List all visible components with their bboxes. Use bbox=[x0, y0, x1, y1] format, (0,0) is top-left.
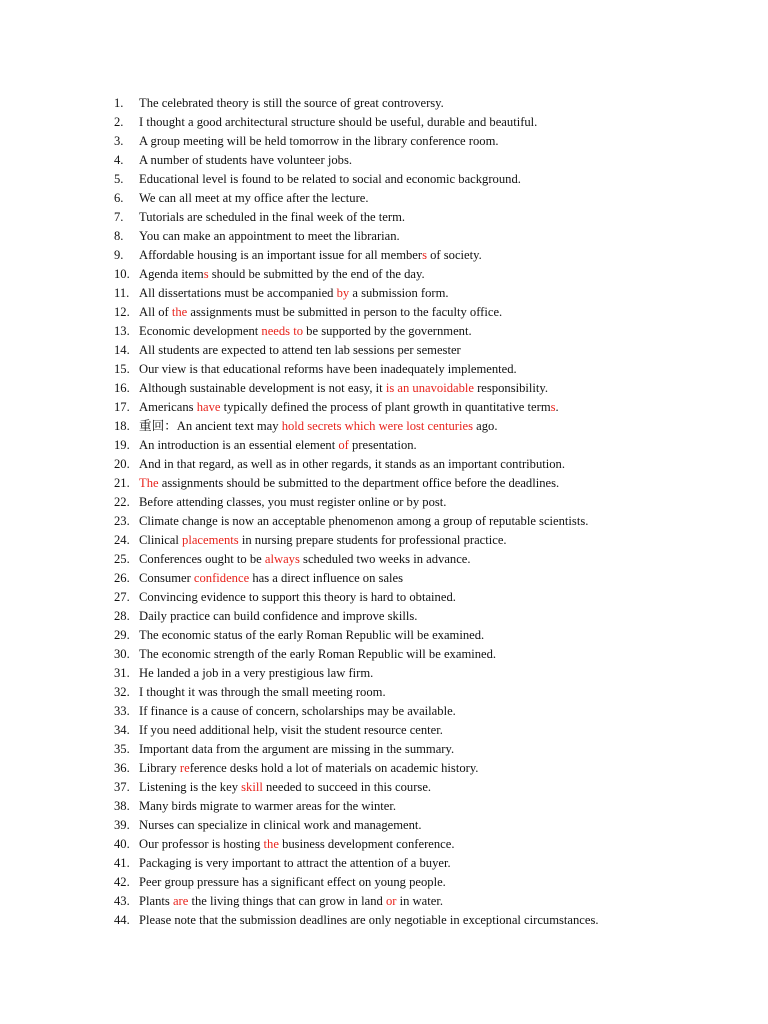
sentence-segment: An introduction is an essential element bbox=[139, 438, 339, 452]
sentence-number: 39. bbox=[114, 818, 130, 832]
sentence-segment: Before attending classes, you must register online or by post. bbox=[139, 495, 447, 509]
highlighted-text: placements bbox=[182, 533, 239, 547]
sentence-item bbox=[114, 816, 754, 835]
sentence-segment: Our professor is hosting bbox=[139, 837, 264, 851]
highlighted-text: s bbox=[203, 267, 209, 281]
sentence-number: 19. bbox=[114, 438, 130, 452]
sentence-number: 18. bbox=[114, 419, 130, 433]
sentence-text bbox=[139, 474, 559, 493]
sentence-item bbox=[114, 379, 754, 398]
sentence-number: 2. bbox=[114, 115, 124, 129]
sentence-text bbox=[139, 455, 565, 474]
sentence-number: 37. bbox=[114, 780, 130, 794]
highlighted-text: re bbox=[179, 761, 190, 775]
sentence-text bbox=[139, 645, 496, 664]
sentence-text bbox=[139, 683, 386, 702]
sentence-text bbox=[139, 892, 443, 911]
sentence-text bbox=[139, 265, 425, 284]
sentence-item bbox=[114, 227, 754, 246]
sentence-number: 8. bbox=[114, 229, 124, 243]
sentence-segment: If you need additional help, visit the student resource center. bbox=[139, 723, 443, 737]
sentence-segment: Educational level is found to be related to social and economic background. bbox=[139, 172, 521, 186]
highlighted-text: have bbox=[196, 400, 221, 414]
sentence-text bbox=[139, 911, 599, 930]
sentence-segment: All dissertations must be accompanied bbox=[139, 286, 337, 300]
sentence-number: 35. bbox=[114, 742, 130, 756]
sentence-segment: responsibility. bbox=[473, 381, 549, 395]
sentence-item bbox=[114, 493, 754, 512]
sentence-number: 23. bbox=[114, 514, 130, 528]
sentence-text bbox=[139, 398, 559, 417]
sentence-text bbox=[139, 189, 369, 208]
sentence-segment: Tutorials are scheduled in the final week of the term. bbox=[139, 210, 406, 224]
highlighted-text: the bbox=[263, 837, 279, 851]
sentence-text bbox=[139, 113, 537, 132]
sentence-item bbox=[114, 512, 754, 531]
sentence-segment: Consumer bbox=[139, 571, 194, 585]
sentence-number: 26. bbox=[114, 571, 130, 585]
sentence-item bbox=[114, 607, 754, 626]
sentence-segment: Please note that the submission deadlines are only negotiable in exceptional circumstances. bbox=[139, 913, 599, 927]
sentence-item bbox=[114, 132, 754, 151]
sentence-number: 21. bbox=[114, 476, 130, 490]
highlighted-text: of bbox=[338, 438, 349, 452]
sentence-number: 7. bbox=[114, 210, 124, 224]
sentence-text bbox=[139, 322, 472, 341]
sentence-segment: of society. bbox=[426, 248, 482, 262]
sentence-segment: should be submitted by the end of the day. bbox=[208, 267, 425, 281]
sentence-text bbox=[139, 94, 444, 113]
sentence-number: 25. bbox=[114, 552, 130, 566]
sentence-number: 4. bbox=[114, 153, 124, 167]
sentence-item bbox=[114, 94, 754, 113]
sentence-text bbox=[139, 151, 352, 170]
sentence-segment: be supported by the government. bbox=[303, 324, 472, 338]
highlighted-text: by bbox=[336, 286, 350, 300]
sentence-number: 40. bbox=[114, 837, 130, 851]
sentence-number: 24. bbox=[114, 533, 130, 547]
highlighted-text: The bbox=[139, 476, 159, 490]
sentence-segment: needed to succeed in this course. bbox=[262, 780, 432, 794]
sentence-segment: And in that regard, as well as in other regards, it stands as an important contribution. bbox=[139, 457, 565, 471]
sentence-segment: 重回：An ancient text may bbox=[139, 419, 282, 433]
highlighted-text: or bbox=[385, 894, 397, 908]
sentence-segment: Economic development bbox=[139, 324, 262, 338]
sentence-segment: The economic status of the early Roman Republic will be examined. bbox=[139, 628, 485, 642]
sentence-segment: All students are expected to attend ten lab sessions per semester bbox=[139, 343, 461, 357]
sentence-item bbox=[114, 626, 754, 645]
sentence-segment: All of bbox=[139, 305, 172, 319]
sentence-number: 29. bbox=[114, 628, 130, 642]
sentence-item bbox=[114, 189, 754, 208]
sentence-segment: ference desks hold a lot of materials on academic history. bbox=[189, 761, 479, 775]
sentence-text bbox=[139, 588, 456, 607]
sentence-text bbox=[139, 360, 517, 379]
sentence-item bbox=[114, 797, 754, 816]
sentence-item bbox=[114, 550, 754, 569]
sentence-item bbox=[114, 835, 754, 854]
sentence-number: 20. bbox=[114, 457, 130, 471]
sentence-number: 34. bbox=[114, 723, 130, 737]
sentence-item bbox=[114, 740, 754, 759]
sentence-item bbox=[114, 645, 754, 664]
sentence-number: 42. bbox=[114, 875, 130, 889]
sentence-segment: typically defined the process of plant growth in quantitative term bbox=[220, 400, 551, 414]
highlighted-text: is an unavoidable bbox=[385, 381, 474, 395]
sentence-segment: Our view is that educational reforms have been inadequately implemented. bbox=[139, 362, 517, 376]
sentence-number: 38. bbox=[114, 799, 130, 813]
sentence-number: 15. bbox=[114, 362, 130, 376]
sentence-item bbox=[114, 341, 754, 360]
sentence-segment: Peer group pressure has a significant effect on young people. bbox=[139, 875, 446, 889]
sentence-item bbox=[114, 398, 754, 417]
sentence-number: 5. bbox=[114, 172, 124, 186]
sentence-number: 9. bbox=[114, 248, 124, 262]
sentence-segment: ago. bbox=[473, 419, 498, 433]
sentence-number: 44. bbox=[114, 913, 130, 927]
sentence-segment: He landed a job in a very prestigious law firm. bbox=[139, 666, 374, 680]
sentence-segment: scheduled two weeks in advance. bbox=[299, 552, 471, 566]
sentence-item bbox=[114, 892, 754, 911]
sentence-item bbox=[114, 436, 754, 455]
sentence-text bbox=[139, 835, 454, 854]
sentence-number: 43. bbox=[114, 894, 130, 908]
sentence-item bbox=[114, 265, 754, 284]
sentence-segment: the living things that can grow in land bbox=[188, 894, 386, 908]
sentence-segment: has a direct influence on sales bbox=[249, 571, 404, 585]
highlighted-text: skill bbox=[241, 780, 263, 794]
sentence-number: 3. bbox=[114, 134, 124, 148]
sentence-number: 22. bbox=[114, 495, 130, 509]
sentence-text bbox=[139, 759, 478, 778]
sentence-number: 31. bbox=[114, 666, 130, 680]
sentence-text bbox=[139, 208, 405, 227]
highlighted-text: always bbox=[264, 552, 300, 566]
sentence-segment: in nursing prepare students for professional practice. bbox=[238, 533, 507, 547]
sentence-segment: Plants bbox=[139, 894, 173, 908]
sentence-segment: assignments must be submitted in person to the faculty office. bbox=[187, 305, 503, 319]
sentence-item bbox=[114, 721, 754, 740]
sentence-text bbox=[139, 721, 443, 740]
sentence-item bbox=[114, 759, 754, 778]
sentence-text bbox=[139, 740, 454, 759]
sentence-segment: . bbox=[555, 400, 559, 414]
sentence-item bbox=[114, 854, 754, 873]
sentence-segment: Conferences ought to be bbox=[139, 552, 265, 566]
sentence-item bbox=[114, 208, 754, 227]
sentence-text bbox=[139, 873, 446, 892]
sentence-segment: Although sustainable development is not easy, it bbox=[139, 381, 386, 395]
sentence-text bbox=[139, 493, 446, 512]
sentence-text bbox=[139, 816, 422, 835]
sentence-text bbox=[139, 170, 521, 189]
sentence-number: 28. bbox=[114, 609, 130, 623]
sentence-number: 33. bbox=[114, 704, 130, 718]
sentence-item bbox=[114, 683, 754, 702]
sentence-segment: The celebrated theory is still the source of great controversy. bbox=[139, 96, 444, 110]
sentence-segment: Affordable housing is an important issue for all member bbox=[139, 248, 423, 262]
highlighted-text: are bbox=[172, 894, 189, 908]
highlighted-text: hold secrets which were lost centuries bbox=[281, 419, 473, 433]
sentence-item bbox=[114, 455, 754, 474]
sentence-text bbox=[139, 436, 417, 455]
sentence-item bbox=[114, 569, 754, 588]
sentence-segment: A group meeting will be held tomorrow in the library conference room. bbox=[139, 134, 499, 148]
sentence-text bbox=[139, 341, 461, 360]
sentence-segment: Clinical bbox=[139, 533, 183, 547]
sentence-item bbox=[114, 873, 754, 892]
highlighted-text: confidence bbox=[193, 571, 250, 585]
sentence-number: 1. bbox=[114, 96, 124, 110]
sentence-text bbox=[139, 379, 548, 398]
sentence-text bbox=[139, 702, 456, 721]
sentence-text bbox=[139, 550, 471, 569]
sentence-item bbox=[114, 360, 754, 379]
sentence-item bbox=[114, 246, 754, 265]
sentence-text bbox=[139, 132, 499, 151]
sentence-text bbox=[139, 417, 497, 436]
sentence-segment: The economic strength of the early Roman Republic will be examined. bbox=[139, 647, 497, 661]
sentence-number: 17. bbox=[114, 400, 130, 414]
sentence-item bbox=[114, 588, 754, 607]
sentence-text bbox=[139, 778, 431, 797]
sentence-number: 6. bbox=[114, 191, 124, 205]
sentence-number: 30. bbox=[114, 647, 130, 661]
sentence-text bbox=[139, 284, 449, 303]
sentence-text bbox=[139, 664, 373, 683]
sentence-item bbox=[114, 778, 754, 797]
sentence-number: 16. bbox=[114, 381, 130, 395]
sentence-number: 11. bbox=[114, 286, 130, 300]
sentence-number: 14. bbox=[114, 343, 130, 357]
sentence-segment: If finance is a cause of concern, scholarships may be available. bbox=[139, 704, 456, 718]
highlighted-text: s bbox=[550, 400, 556, 414]
sentence-segment: Daily practice can build confidence and improve skills. bbox=[139, 609, 418, 623]
sentence-segment: Agenda item bbox=[139, 267, 204, 281]
sentence-list bbox=[114, 94, 754, 930]
sentence-item bbox=[114, 284, 754, 303]
sentence-number: 10. bbox=[114, 267, 130, 281]
sentence-text bbox=[139, 246, 482, 265]
sentence-number: 12. bbox=[114, 305, 130, 319]
sentence-number: 41. bbox=[114, 856, 130, 870]
sentence-segment: I thought a good architectural structure should be useful, durable and beautiful. bbox=[139, 115, 538, 129]
sentence-text bbox=[139, 303, 502, 322]
highlighted-text: the bbox=[171, 305, 188, 319]
sentence-text bbox=[139, 569, 403, 588]
sentence-segment: You can make an appointment to meet the librarian. bbox=[139, 229, 400, 243]
sentence-item bbox=[114, 303, 754, 322]
sentence-segment: Listening is the key bbox=[139, 780, 242, 794]
sentence-segment: Climate change is now an acceptable phenomenon among a group of reputable scientists. bbox=[139, 514, 589, 528]
sentence-segment: I thought it was through the small meeting room. bbox=[139, 685, 386, 699]
sentence-segment: Americans bbox=[139, 400, 197, 414]
sentence-item bbox=[114, 664, 754, 683]
sentence-segment: a submission form. bbox=[349, 286, 449, 300]
sentence-item bbox=[114, 151, 754, 170]
sentence-number: 32. bbox=[114, 685, 130, 699]
sentence-item bbox=[114, 417, 754, 436]
sentence-text bbox=[139, 531, 507, 550]
highlighted-text: needs to bbox=[261, 324, 304, 338]
sentence-item bbox=[114, 170, 754, 189]
sentence-text bbox=[139, 512, 588, 531]
sentence-text bbox=[139, 227, 400, 246]
sentence-text bbox=[139, 626, 484, 645]
sentence-number: 13. bbox=[114, 324, 130, 338]
sentence-segment: Nurses can specialize in clinical work and management. bbox=[139, 818, 422, 832]
sentence-segment: in water. bbox=[396, 894, 443, 908]
highlighted-text: s bbox=[422, 248, 427, 262]
sentence-segment: presentation. bbox=[348, 438, 417, 452]
sentence-item bbox=[114, 702, 754, 721]
sentence-segment: Important data from the argument are missing in the summary. bbox=[139, 742, 455, 756]
sentence-segment: assignments should be submitted to the department office before the deadlines. bbox=[158, 476, 560, 490]
sentence-text bbox=[139, 854, 451, 873]
sentence-segment: Packaging is very important to attract the attention of a buyer. bbox=[139, 856, 451, 870]
sentence-number: 27. bbox=[114, 590, 130, 604]
sentence-segment: business development conference. bbox=[278, 837, 455, 851]
sentence-segment: Many birds migrate to warmer areas for the winter. bbox=[139, 799, 397, 813]
sentence-segment: Convincing evidence to support this theory is hard to obtained. bbox=[139, 590, 456, 604]
sentence-number: 36. bbox=[114, 761, 130, 775]
sentence-text bbox=[139, 797, 396, 816]
sentence-item bbox=[114, 113, 754, 132]
sentence-item bbox=[114, 911, 754, 930]
sentence-item bbox=[114, 322, 754, 341]
sentence-segment: We can all meet at my office after the lecture. bbox=[139, 191, 369, 205]
sentence-segment: A number of students have volunteer jobs. bbox=[139, 153, 353, 167]
sentence-segment: Library bbox=[139, 761, 180, 775]
sentence-item bbox=[114, 474, 754, 493]
sentence-item bbox=[114, 531, 754, 550]
sentence-text bbox=[139, 607, 417, 626]
